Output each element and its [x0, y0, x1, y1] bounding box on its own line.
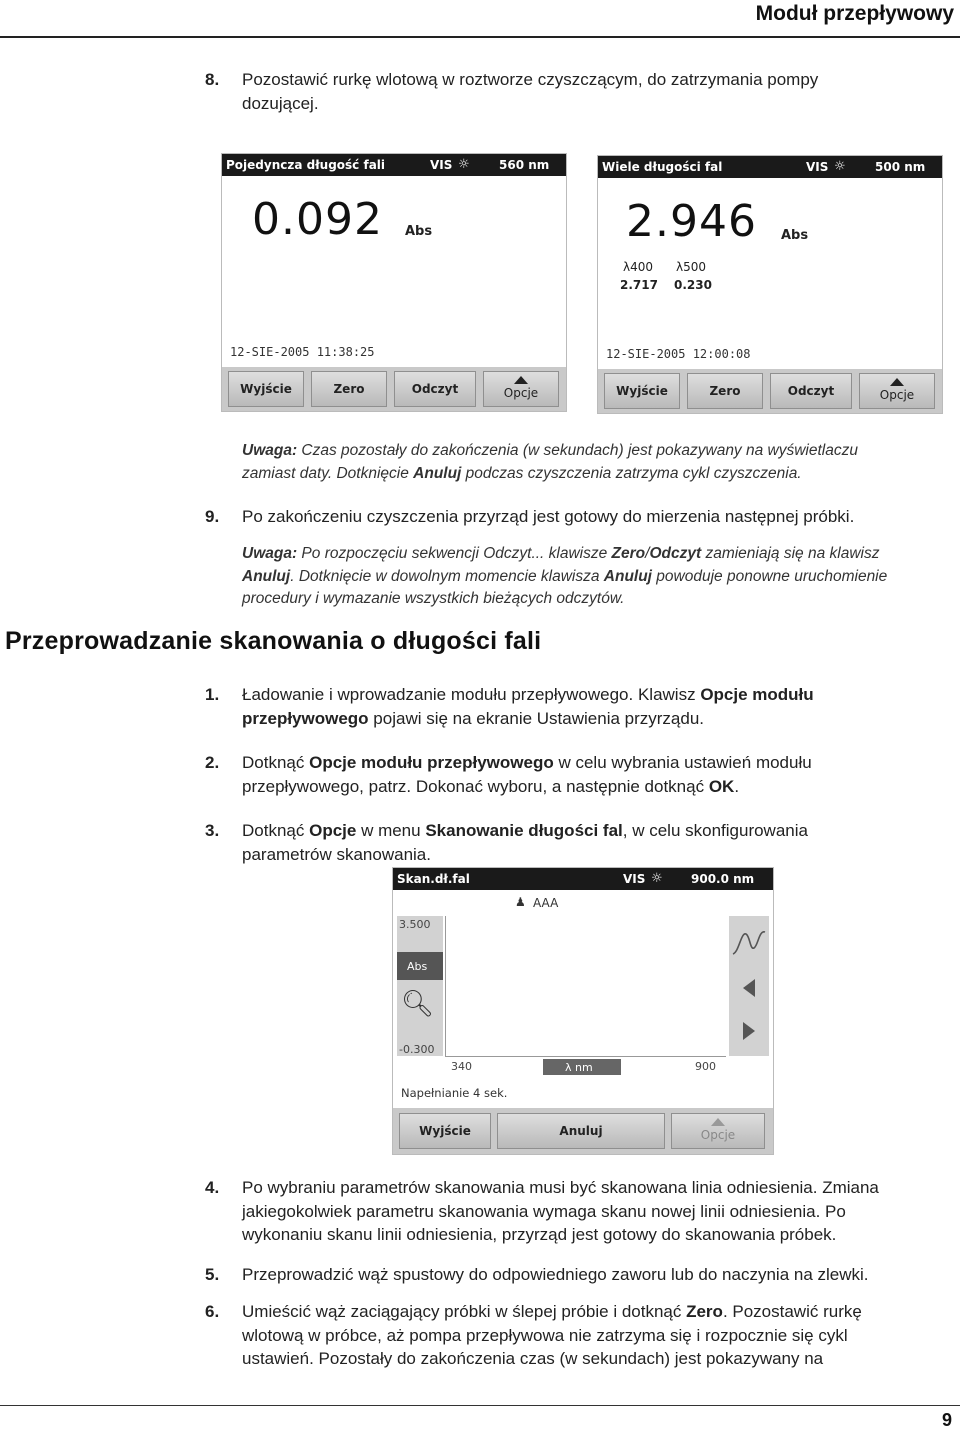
lambda-1-label: λ400 [623, 260, 654, 274]
multi-wavelength-screen [597, 155, 943, 414]
step-text: Umieścić wąż zaciągający próbki w ślepej próbie i dotknąć [242, 1302, 687, 1321]
step-8-number: 8. [205, 70, 220, 89]
wavelength-readout: 500 nm [875, 160, 926, 174]
note-text: . Dotknięcie w dowolnym momencie klawisza [290, 567, 604, 585]
lambda-2-value: 0.230 [674, 278, 712, 292]
single-wavelength-screen [221, 153, 567, 412]
step-keyword: Opcje modułu [700, 685, 814, 704]
step-keyword: przepływowego [242, 708, 369, 728]
options-label: Opcje [879, 388, 915, 402]
arrow-up-icon [514, 376, 528, 384]
status-text: Napełnianie 4 sek. [401, 1086, 508, 1100]
y-axis-panel [397, 916, 443, 1056]
cancel-button[interactable]: Anuluj [497, 1113, 665, 1149]
options-button[interactable] [671, 1113, 765, 1149]
note-label: Uwaga: [242, 442, 298, 459]
screen-title: Pojedyncza długość fali [226, 158, 386, 172]
step-5-text: Przeprowadzić wąż spustowy do odpowiedniego zaworu lub do naczynia na zlewki. [242, 1265, 869, 1284]
note-text: / [645, 545, 650, 562]
read-button[interactable]: Odczyt [770, 373, 852, 409]
sample-icon: ♟ [515, 895, 526, 909]
read-button[interactable]: Odczyt [394, 371, 476, 407]
options-label: Opcje [700, 1128, 736, 1142]
mode-indicator: VIS [623, 872, 646, 886]
step-keyword: Opcje modułu przepływowego [309, 753, 554, 772]
step-text: Dotknąć [242, 753, 310, 772]
zoom-icon[interactable]: 🔍︎ [401, 988, 435, 1018]
note-keyword: Odczyt [649, 545, 702, 562]
absorbance-unit: Abs [405, 224, 433, 239]
note-1 [242, 440, 942, 485]
note-2 [242, 543, 957, 611]
step-keyword: OK [708, 776, 735, 796]
step-text: . [734, 776, 740, 796]
note-text: Czas pozostały do zakończenia (w sekundach) jest pokazywany na wyświetlaczu [297, 442, 858, 459]
note-keyword: Zero [611, 545, 646, 562]
step-keyword: Zero [686, 1302, 723, 1321]
step-text: jakiegokolwiek parametru skanowania wymaga skanu nowej linii odniesienia. Po [242, 1201, 846, 1221]
step-8-line-2: dozującej. [242, 93, 319, 113]
scroll-left-icon[interactable] [731, 973, 767, 1003]
scan-plot-area [445, 916, 726, 1057]
screen-title-bar [598, 156, 942, 178]
step-text: wykonaniu skanu linii odniesienia, przyrząd jest gotowy do skanowania próbek. [242, 1225, 837, 1244]
lamp-icon: ☼ [458, 157, 470, 172]
step-6-text [242, 1300, 954, 1371]
note-text: procedury i wymazanie wszystkich bieżących odczytów. [242, 590, 625, 607]
note-text: Po rozpoczęciu sekwencji Odczyt... klawisze [297, 545, 612, 562]
options-button[interactable] [483, 371, 559, 407]
step-keyword: Skanowanie długości fal [425, 821, 623, 840]
step-3-number: 3. [205, 821, 220, 840]
options-button[interactable] [859, 373, 935, 409]
date-time: 12-SIE-2005 12:00:08 [606, 347, 751, 361]
y-axis-unit: Abs [407, 960, 428, 973]
step-1-text [242, 683, 942, 730]
step-text: przepływowego, patrz. Dokonać wyboru, a następnie dotknąć [242, 776, 709, 796]
step-keyword: Opcje [309, 821, 357, 840]
lambda-1-value: 2.717 [620, 278, 658, 292]
footer-rule [0, 1405, 960, 1406]
options-label: Opcje [503, 386, 539, 400]
step-text: . Pozostawić rurkę [722, 1302, 862, 1321]
mode-indicator: VIS [806, 160, 829, 174]
note-text: podczas czyszczenia zatrzyma cykl czyszczenia. [461, 464, 802, 482]
x-axis-max: 900 [695, 1060, 716, 1073]
absorbance-value: 2.946 [626, 196, 757, 247]
note-keyword: Anuluj [413, 464, 462, 482]
y-axis-min: -0.300 [399, 1043, 435, 1056]
lamp-icon: ☼ [651, 871, 663, 886]
step-3-text [242, 819, 942, 866]
note-keyword: Anuluj [242, 567, 291, 585]
arrow-up-icon [711, 1118, 725, 1126]
section-heading: Przeprowadzanie skanowania o długości fali [5, 627, 542, 655]
zero-button[interactable]: Zero [311, 371, 387, 407]
step-text: , w celu skonfigurowania [622, 821, 808, 840]
exit-button[interactable]: Wyjście [604, 373, 680, 409]
wavelength-readout: 560 nm [499, 158, 550, 172]
y-axis-max: 3.500 [399, 918, 431, 931]
step-text: parametrów skanowania. [242, 844, 431, 864]
arrow-up-icon [890, 378, 904, 386]
lambda-2-label: λ500 [676, 260, 707, 274]
wavelength-readout: 900.0 nm [691, 872, 755, 886]
screen-title-bar [222, 154, 566, 176]
note-text: zamiast daty. Dotknięcie [242, 464, 414, 482]
absorbance-value: 0.092 [252, 194, 383, 245]
exit-button[interactable]: Wyjście [399, 1113, 491, 1149]
step-text: wlotową w próbce, aż pompa przepływowa nie zatrzyma się i rozpocznie się cykl [242, 1325, 848, 1345]
zero-button[interactable]: Zero [687, 373, 763, 409]
header-rule [0, 36, 960, 38]
step-8-text [242, 68, 942, 115]
step-8-line-1: Pozostawić rurkę wlotową w roztworze czyszczącym, do zatrzymania pompy [242, 70, 819, 89]
step-2-number: 2. [205, 753, 220, 772]
soft-key-bar [393, 1108, 773, 1154]
step-text: Dotknąć [242, 821, 310, 840]
note-text: powoduje ponowne uruchomienie [652, 567, 888, 585]
sample-id: AAA [533, 896, 559, 910]
step-text: Po wybraniu parametrów skanowania musi być skanowana linia odniesienia. Zmiana [242, 1178, 879, 1197]
step-text: w menu [356, 821, 426, 840]
step-4-text [242, 1176, 954, 1247]
curve-view-icon[interactable] [731, 922, 767, 962]
soft-key-bar [222, 367, 566, 411]
exit-button[interactable]: Wyjście [228, 371, 304, 407]
scroll-right-icon[interactable] [731, 1016, 767, 1046]
absorbance-unit: Abs [781, 228, 809, 243]
lamp-icon: ☼ [834, 159, 846, 174]
step-text: ustawień. Pozostały do zakończenia czas (w sekundach) jest pokazywany na [242, 1349, 824, 1368]
screen-title: Wiele długości fal [602, 160, 723, 174]
running-header-title: Moduł przepływowy [755, 2, 954, 25]
step-4-number: 4. [205, 1178, 220, 1197]
step-5-number: 5. [205, 1265, 220, 1284]
screen-title-bar [393, 868, 773, 890]
step-9-number: 9. [205, 507, 220, 526]
date-time: 12-SIE-2005 11:38:25 [230, 345, 375, 359]
step-text: Ładowanie i wprowadzanie modułu przepływowego. Klawisz [242, 685, 701, 704]
x-axis-unit: λ nm [565, 1061, 593, 1074]
step-text: pojawi się na ekranie Ustawienia przyrządu. [368, 708, 705, 728]
page-number: 9 [941, 1410, 952, 1430]
screen-title: Skan.dł.fal [397, 872, 470, 886]
note-text: zamieniają się na klawisz [701, 545, 880, 562]
wavelength-scan-screen [392, 867, 774, 1155]
step-text: w celu wybrania ustawień modułu [553, 753, 812, 772]
step-2-text [242, 751, 942, 798]
step-9-text: Po zakończeniu czyszczenia przyrząd jest gotowy do mierzenia następnej próbki. [242, 507, 855, 526]
x-axis-min: 340 [451, 1060, 472, 1073]
step-1-number: 1. [205, 685, 220, 704]
soft-key-bar [598, 369, 942, 413]
note-label: Uwaga: [242, 545, 298, 562]
note-keyword: Anuluj [603, 567, 652, 585]
mode-indicator: VIS [430, 158, 453, 172]
step-6-number: 6. [205, 1302, 220, 1321]
